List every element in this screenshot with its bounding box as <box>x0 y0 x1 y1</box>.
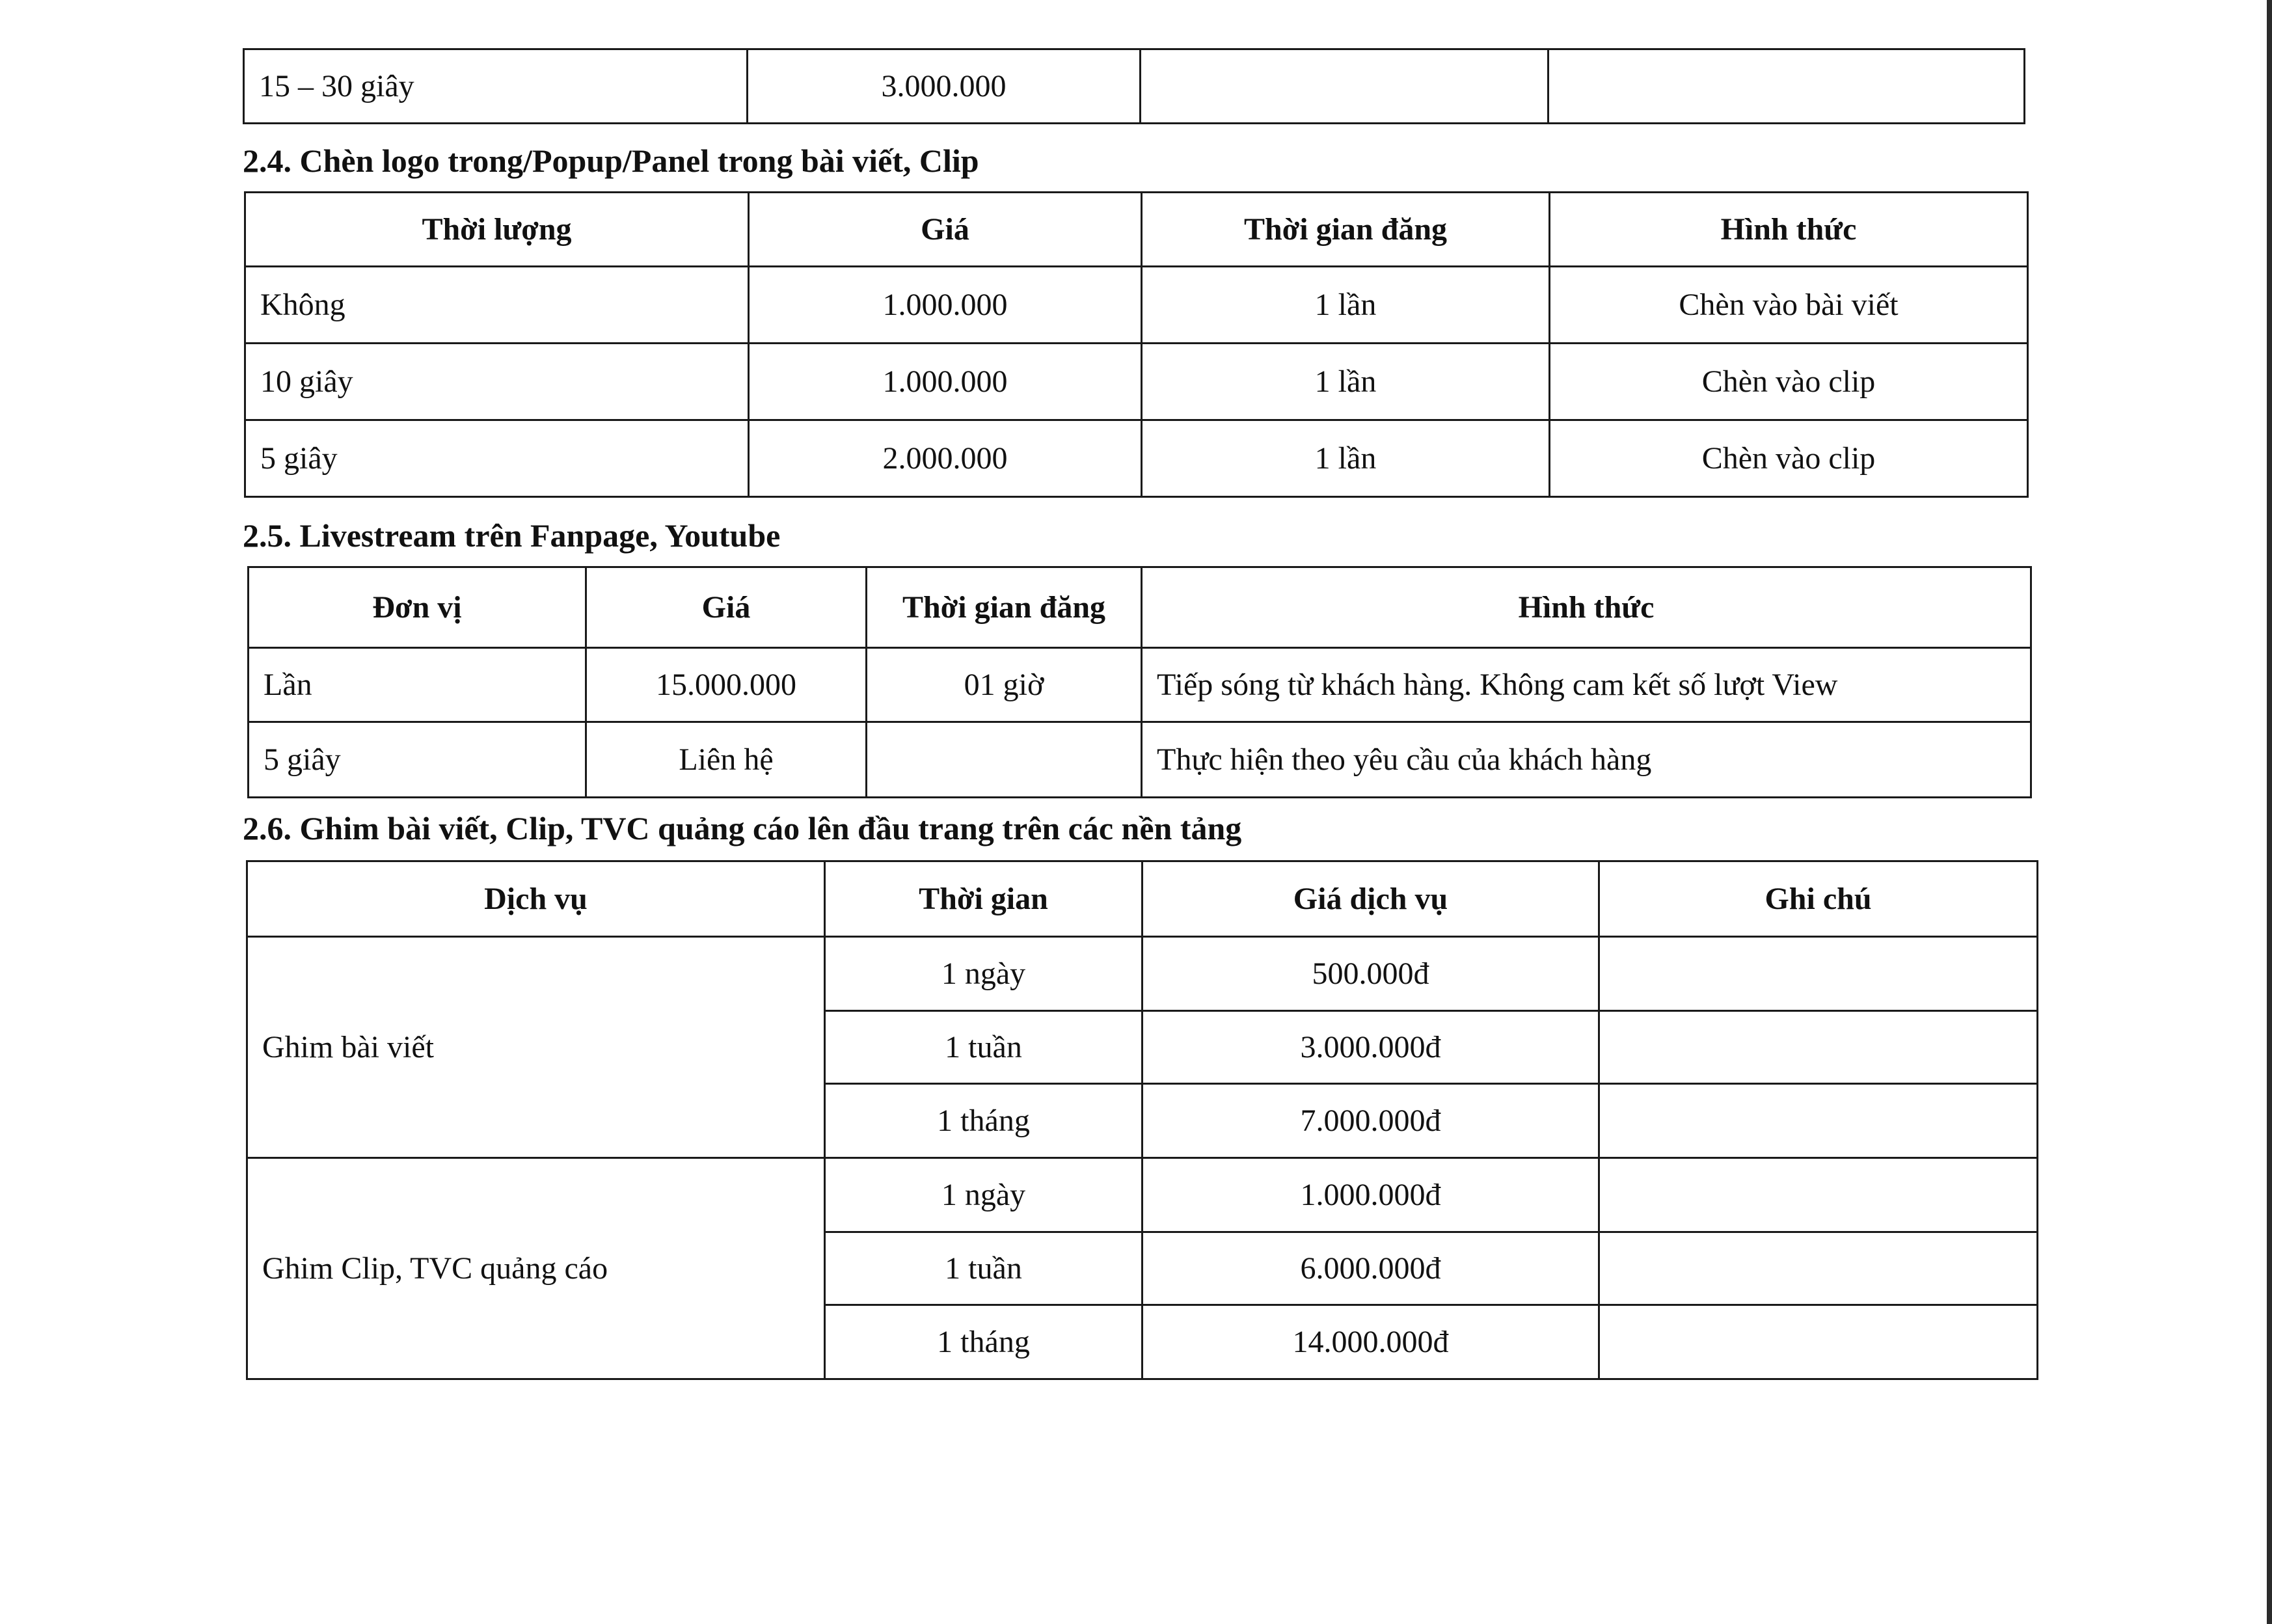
table-cell: 7.000.000đ <box>1143 1084 1599 1158</box>
table-cell: 1 tuần <box>825 1232 1143 1305</box>
table-row <box>245 420 2028 497</box>
column-header: Giá <box>586 567 867 648</box>
table-cell: Chèn vào bài viết <box>1550 267 2028 344</box>
table-cell: 2.000.000 <box>749 420 1142 497</box>
service-cell: Ghim bài viết <box>247 937 825 1158</box>
page-edge-shadow <box>2267 0 2272 1624</box>
table-cell: Không <box>245 267 749 344</box>
table-cell: Liên hệ <box>586 722 867 798</box>
table-row <box>249 722 2031 798</box>
table-cell <box>1599 1232 2038 1305</box>
table-row <box>247 937 2038 1011</box>
logo-insert-table <box>244 191 2029 498</box>
column-header: Thời gian đăng <box>867 567 1142 648</box>
table-cell: Chèn vào clip <box>1550 344 2028 420</box>
table-row <box>244 49 2025 124</box>
table-cell <box>1599 1011 2038 1084</box>
table-row <box>245 344 2028 420</box>
table-header-row <box>247 861 2038 937</box>
table-cell: Lần <box>249 648 586 722</box>
table-row <box>245 267 2028 344</box>
column-header: Giá dịch vụ <box>1143 861 1599 937</box>
table-cell <box>1141 49 1548 124</box>
table-cell: 5 giây <box>249 722 586 798</box>
column-header: Đơn vị <box>249 567 586 648</box>
table-cell: 15.000.000 <box>586 648 867 722</box>
table-cell: 500.000đ <box>1143 937 1599 1011</box>
section-title-2-4: 2.4. Chèn logo trong/Popup/Panel trong bài viết, Clip <box>243 142 979 179</box>
table-cell: 1 tuần <box>825 1011 1143 1084</box>
table-cell <box>1599 1305 2038 1379</box>
top-table <box>243 48 2025 124</box>
column-header: Thời lượng <box>245 193 749 267</box>
table-row <box>249 648 2031 722</box>
table-cell <box>1548 49 2025 124</box>
column-header: Ghi chú <box>1599 861 2038 937</box>
table-cell: 1 tháng <box>825 1305 1143 1379</box>
column-header: Hình thức <box>1142 567 2031 648</box>
table-cell: 1.000.000 <box>749 344 1142 420</box>
column-header: Giá <box>749 193 1142 267</box>
table-cell: 3.000.000 <box>748 49 1141 124</box>
section-title-2-5: 2.5. Livestream trên Fanpage, Youtube <box>243 517 781 554</box>
table-cell <box>1599 1158 2038 1232</box>
table-cell: Thực hiện theo yêu cầu của khách hàng <box>1142 722 2031 798</box>
table-cell <box>1599 1084 2038 1158</box>
livestream-table <box>247 566 2032 798</box>
section-title-2-6: 2.6. Ghim bài viết, Clip, TVC quảng cáo lên đầu trang trên các nền tảng <box>243 810 1242 846</box>
pin-post-table <box>246 860 2038 1380</box>
table-cell: 1 lần <box>1142 420 1550 497</box>
table-cell: Tiếp sóng từ khách hàng. Không cam kết số lượt View <box>1142 648 2031 722</box>
table-cell: 6.000.000đ <box>1143 1232 1599 1305</box>
table-cell: 1.000.000 <box>749 267 1142 344</box>
table-cell: 14.000.000đ <box>1143 1305 1599 1379</box>
column-header: Thời gian <box>825 861 1143 937</box>
table-header-row <box>245 193 2028 267</box>
table-cell: 1 tháng <box>825 1084 1143 1158</box>
table-cell: 15 – 30 giây <box>244 49 748 124</box>
column-header: Thời gian đăng <box>1142 193 1550 267</box>
service-cell: Ghim Clip, TVC quảng cáo <box>247 1158 825 1379</box>
column-header: Hình thức <box>1550 193 2028 267</box>
table-cell <box>1599 937 2038 1011</box>
table-cell: 3.000.000đ <box>1143 1011 1599 1084</box>
table-cell: 1.000.000đ <box>1143 1158 1599 1232</box>
table-cell <box>867 722 1142 798</box>
table-cell: 01 giờ <box>867 648 1142 722</box>
table-cell: 1 ngày <box>825 937 1143 1011</box>
table-cell: 10 giây <box>245 344 749 420</box>
table-cell: 1 lần <box>1142 267 1550 344</box>
column-header: Dịch vụ <box>247 861 825 937</box>
table-header-row <box>249 567 2031 648</box>
table-cell: 5 giây <box>245 420 749 497</box>
table-cell: 1 lần <box>1142 344 1550 420</box>
table-row <box>247 1158 2038 1232</box>
table-cell: 1 ngày <box>825 1158 1143 1232</box>
table-cell: Chèn vào clip <box>1550 420 2028 497</box>
